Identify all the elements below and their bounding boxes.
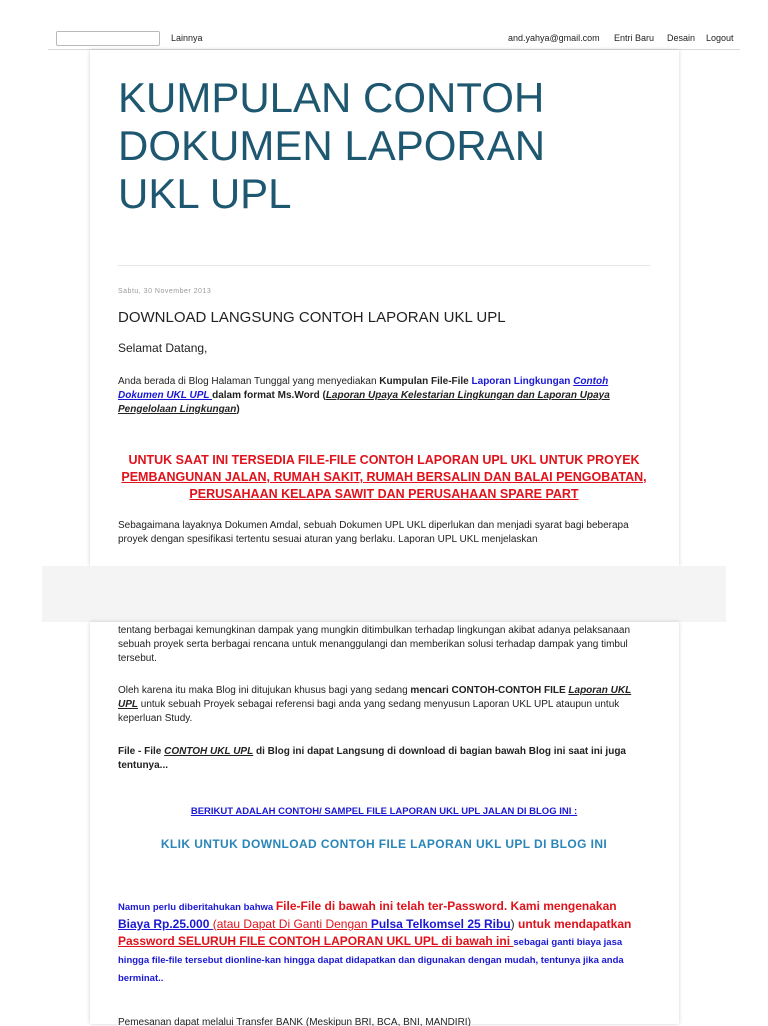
blog-title-line: UKL UPL bbox=[118, 170, 292, 217]
sample-file-link[interactable]: BERIKUT ADALAH CONTOH/ SAMPEL FILE LAPORAN UKL UPL JALAN DI BLOG INI : bbox=[190, 806, 578, 817]
para2-text: Oleh karena itu maka Blog ini ditujukan khusus bagi yang sedang bbox=[118, 685, 411, 696]
blog-title[interactable] bbox=[118, 74, 618, 218]
password-get: untuk mendapatkan bbox=[518, 917, 632, 931]
post-title[interactable]: DOWNLOAD LANGSUNG CONTOH LAPORAN UKL UPL bbox=[118, 309, 506, 326]
para2-bold: mencari CONTOH-CONTOH FILE bbox=[410, 685, 569, 696]
blog-title-line: KUMPULAN CONTOH bbox=[118, 74, 545, 121]
contoh-ukl-upl-link[interactable]: CONTOH UKL UPL bbox=[164, 746, 254, 757]
para2 bbox=[118, 684, 648, 726]
intro-format: dalam format Ms.Word ( bbox=[212, 390, 326, 401]
notice-text: UNTUK SAAT INI TERSEDIA FILE-FILE CONTOH LAPORAN UPL UKL UNTUK PROYEK bbox=[128, 453, 640, 467]
intro-text: Anda berada di Blog Halaman Tunggal yang menyediakan bbox=[118, 376, 380, 387]
header-divider bbox=[118, 265, 650, 266]
para2-rest: untuk sebuah Proyek sebagai referensi bagi anda yang sedang menyusun Laporan UKL UPL ataupun untuk keperluan Study. bbox=[118, 699, 620, 724]
more-menu[interactable]: Lainnya bbox=[171, 33, 203, 43]
cut-off-line: Pemesanan dapat melalui Transfer BANK (Meskipun BRI, BCA, BNI, MANDIRI) bbox=[118, 1017, 471, 1026]
password-rest: sebagai ganti biaya jasa hingga file-file tersebut dionline-kan hingga dapat didapatkan dan digunakan dengan mudah, tentunya jika anda berminat.. bbox=[118, 937, 624, 984]
password-text: File-File di bawah ini telah ter-Password. Kami mengenakan bbox=[275, 899, 617, 913]
pulsa-link[interactable]: Pulsa Telkomsel 25 Ribu bbox=[370, 917, 511, 931]
blog-title-line: DOKUMEN LAPORAN bbox=[118, 122, 546, 169]
intro-blue: Laporan Lingkungan bbox=[471, 376, 574, 387]
intro-paragraph bbox=[118, 375, 648, 417]
laporan-ukl-upl-link[interactable]: Laporan UKL UPL bbox=[118, 685, 632, 710]
post-date: Sabtu, 30 November 2013 bbox=[118, 288, 212, 295]
intro-close: ) bbox=[236, 404, 240, 415]
para3-text: File - File bbox=[118, 746, 165, 757]
page-gap-right bbox=[726, 566, 768, 622]
para1-bottom: tentang berbagai kemungkinan dampak yang mungkin ditimbulkan terhadap lingkungan akibat adanya pelaksanaan sebuah proyek serta berbagai rencana untuk menanggulangi dan memberikan solusi terhadap dampak yang timbul tersebut. bbox=[118, 625, 631, 664]
download-link[interactable]: KLIK UNTUK DOWNLOAD CONTOH FILE LAPORAN UKL UPL DI BLOG INI bbox=[160, 837, 608, 851]
password-files-link[interactable]: Password SELURUH FILE CONTOH LAPORAN UKL UPL di bawah ini bbox=[118, 934, 514, 948]
password-intro: Namun perlu diberitahukan bahwa bbox=[118, 902, 276, 913]
para1-top: Sebagaimana layaknya Dokumen Amdal, sebuah Dokumen UPL UKL diperlukan dan menjadi syarat bagi beberapa proyek dengan spesifikasi tertentu sesuai aturan yang berlaku. Laporan UPL UKL menjelaskan bbox=[118, 520, 629, 545]
page-gap bbox=[0, 566, 768, 622]
laporan-link[interactable]: Laporan Upaya Kelestarian Lingkungan dan Laporan Upaya Pengelolaan Lingkungan bbox=[118, 390, 610, 415]
page-gap-left bbox=[0, 566, 42, 622]
greeting: Selamat Datang, bbox=[118, 341, 208, 355]
new-post-link[interactable]: Entri Baru bbox=[614, 33, 655, 43]
ukl-upl-link[interactable]: Contoh Dokumen UKL UPL bbox=[118, 376, 609, 401]
design-link[interactable]: Desain bbox=[667, 33, 696, 43]
para3 bbox=[118, 745, 648, 773]
price-link[interactable]: Biaya Rp.25.000 bbox=[118, 917, 213, 931]
logout-link[interactable]: Logout bbox=[706, 33, 734, 43]
price-alt: (atau Dapat Di Ganti Dengan bbox=[212, 917, 371, 931]
notice-projects-link[interactable]: PEMBANGUNAN JALAN, RUMAH SAKIT, RUMAH BERSALIN DAN BALAI PENGOBATAN, PERUSAHAAN KELAPA SAWIT DAN PERUSAHAAN SPARE PART bbox=[121, 470, 647, 501]
blogger-navbar bbox=[0, 0, 768, 50]
account-email[interactable]: and.yahya@gmail.com bbox=[508, 33, 600, 43]
search-input[interactable] bbox=[56, 31, 160, 46]
intro-bold: Kumpulan File-File bbox=[379, 376, 472, 387]
para3-rest: di Blog ini dapat Langsung di download di bagian bawah Blog ini saat ini juga tentunya... bbox=[118, 746, 626, 771]
notice-block bbox=[118, 452, 650, 503]
paren-close: ) bbox=[510, 917, 518, 931]
password-notice bbox=[118, 898, 638, 987]
